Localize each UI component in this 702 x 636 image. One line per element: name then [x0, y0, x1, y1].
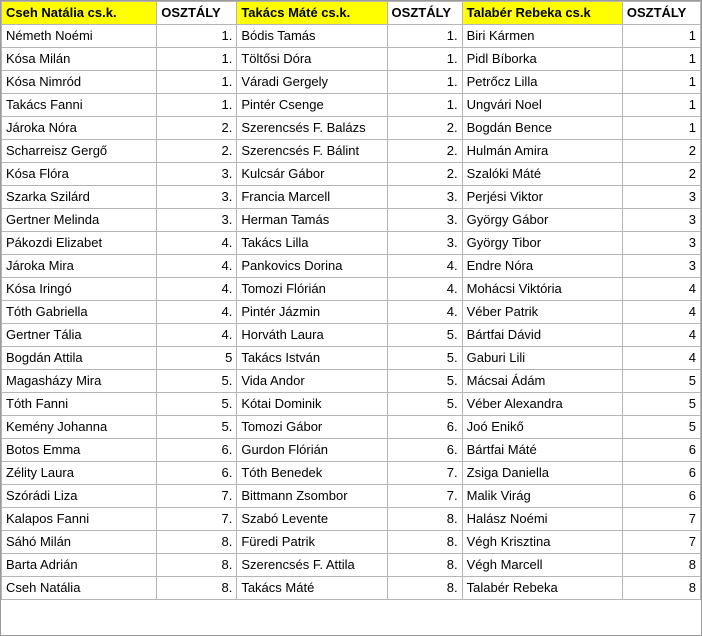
cell-group3-name[interactable]: Mácsai Ádám: [462, 370, 622, 393]
cell-group3-class[interactable]: 2: [622, 140, 700, 163]
cell-group2-class[interactable]: 1.: [387, 71, 462, 94]
cell-group1-name[interactable]: Magasházy Mira: [2, 370, 157, 393]
table-row: [2, 531, 701, 554]
cell-group2-name[interactable]: Takács István: [237, 347, 387, 370]
cell-group2-name[interactable]: Tóth Benedek: [237, 462, 387, 485]
cell-group1-name[interactable]: Kósa Flóra: [2, 163, 157, 186]
cell-group1-class[interactable]: 5.: [157, 393, 237, 416]
cell-group1-name[interactable]: Jároka Nóra: [2, 117, 157, 140]
table-row: [2, 25, 701, 48]
table-row: [2, 278, 701, 301]
cell-group2-class[interactable]: 8.: [387, 508, 462, 531]
cell-group2-class[interactable]: 4.: [387, 255, 462, 278]
cell-group3-name[interactable]: Véber Patrik: [462, 301, 622, 324]
cell-group3-class[interactable]: 3: [622, 255, 700, 278]
cell-group3-class[interactable]: 7: [622, 531, 700, 554]
cell-group3-class[interactable]: 3: [622, 186, 700, 209]
table-row: [2, 485, 701, 508]
cell-group1-class[interactable]: 2.: [157, 140, 237, 163]
cell-group1-class[interactable]: 8.: [157, 577, 237, 600]
table-row: [2, 117, 701, 140]
cell-group1-name[interactable]: Szórádi Liza: [2, 485, 157, 508]
cell-group1-name[interactable]: Cseh Natália: [2, 577, 157, 600]
cell-group1-name[interactable]: Takács Fanni: [2, 94, 157, 117]
cell-group2-name[interactable]: Szerencsés F. Balázs: [237, 117, 387, 140]
cell-group3-name[interactable]: Végh Krisztina: [462, 531, 622, 554]
cell-group1-name[interactable]: Bogdán Attila: [2, 347, 157, 370]
cell-group3-class[interactable]: 3: [622, 232, 700, 255]
header-row: [2, 2, 701, 25]
cell-group1-name[interactable]: Sáhó Milán: [2, 531, 157, 554]
cell-group2-name[interactable]: Takács Máté: [237, 577, 387, 600]
cell-group2-name[interactable]: Tomozi Flórián: [237, 278, 387, 301]
cell-group3-name[interactable]: Bártfai Máté: [462, 439, 622, 462]
cell-group2-name[interactable]: Szerencsés F. Bálint: [237, 140, 387, 163]
table-row: [2, 370, 701, 393]
cell-group2-name[interactable]: Pintér Csenge: [237, 94, 387, 117]
cell-group1-class[interactable]: 1.: [157, 25, 237, 48]
cell-group2-name[interactable]: Vida Andor: [237, 370, 387, 393]
cell-group3-name[interactable]: Joó Enikő: [462, 416, 622, 439]
cell-group1-class[interactable]: 7.: [157, 485, 237, 508]
table-row: [2, 439, 701, 462]
table-row: [2, 209, 701, 232]
cell-group2-name[interactable]: Pankovics Dorina: [237, 255, 387, 278]
cell-group2-name[interactable]: Töltősi Dóra: [237, 48, 387, 71]
cell-group2-class[interactable]: 3.: [387, 209, 462, 232]
cell-group3-name[interactable]: Mohácsi Viktória: [462, 278, 622, 301]
cell-group3-name[interactable]: Végh Marcell: [462, 554, 622, 577]
cell-group1-name[interactable]: Zélity Laura: [2, 462, 157, 485]
cell-group2-name[interactable]: Váradi Gergely: [237, 71, 387, 94]
cell-group2-class[interactable]: 4.: [387, 301, 462, 324]
cell-group3-class[interactable]: 4: [622, 278, 700, 301]
cell-group2-class[interactable]: 2.: [387, 140, 462, 163]
table-row: [2, 347, 701, 370]
cell-group3-class[interactable]: 5: [622, 370, 700, 393]
cell-group3-class[interactable]: 8: [622, 554, 700, 577]
cell-group2-class[interactable]: 8.: [387, 577, 462, 600]
cell-group2-class[interactable]: 6.: [387, 439, 462, 462]
cell-group1-class[interactable]: 1.: [157, 48, 237, 71]
cell-group3-name[interactable]: Ungvári Noel: [462, 94, 622, 117]
cell-group1-class[interactable]: 8.: [157, 531, 237, 554]
cell-group1-name[interactable]: Kósa Milán: [2, 48, 157, 71]
table-row: [2, 71, 701, 94]
cell-group2-class[interactable]: 5.: [387, 393, 462, 416]
cell-group1-class[interactable]: 8.: [157, 554, 237, 577]
cell-group1-class[interactable]: 1.: [157, 94, 237, 117]
cell-group2-name[interactable]: Francia Marcell: [237, 186, 387, 209]
cell-group1-class[interactable]: 1.: [157, 71, 237, 94]
cell-group2-name[interactable]: Takács Lilla: [237, 232, 387, 255]
cell-group3-name[interactable]: Bártfai Dávid: [462, 324, 622, 347]
cell-group1-class[interactable]: 5: [157, 347, 237, 370]
cell-group2-class[interactable]: 2.: [387, 117, 462, 140]
cell-group1-class[interactable]: 4.: [157, 301, 237, 324]
cell-group3-class[interactable]: 1: [622, 25, 700, 48]
cell-group2-class[interactable]: 1.: [387, 48, 462, 71]
cell-group3-class[interactable]: 1: [622, 48, 700, 71]
cell-group1-name[interactable]: Kósa Nimród: [2, 71, 157, 94]
cell-group2-class[interactable]: 8.: [387, 531, 462, 554]
cell-group2-class[interactable]: 1.: [387, 94, 462, 117]
groups-table: [1, 1, 701, 600]
cell-group3-name[interactable]: Bogdán Bence: [462, 117, 622, 140]
cell-group2-name[interactable]: Herman Tamás: [237, 209, 387, 232]
cell-group2-name[interactable]: Bódis Tamás: [237, 25, 387, 48]
table-row: [2, 186, 701, 209]
table-row: [2, 462, 701, 485]
cell-group2-name[interactable]: Füredi Patrik: [237, 531, 387, 554]
cell-group3-name[interactable]: György Tibor: [462, 232, 622, 255]
cell-group3-name[interactable]: Pidl Bíborka: [462, 48, 622, 71]
cell-group1-class[interactable]: 2.: [157, 117, 237, 140]
cell-group1-class[interactable]: 5.: [157, 370, 237, 393]
cell-group1-name[interactable]: Kalapos Fanni: [2, 508, 157, 531]
cell-group2-name[interactable]: Gurdon Flórián: [237, 439, 387, 462]
table-row: [2, 554, 701, 577]
cell-group1-name[interactable]: Barta Adrián: [2, 554, 157, 577]
cell-group3-class[interactable]: 1: [622, 94, 700, 117]
header-group1-class: OSZTÁLY: [157, 2, 237, 25]
cell-group1-name[interactable]: Tóth Fanni: [2, 393, 157, 416]
cell-group2-class[interactable]: 6.: [387, 416, 462, 439]
cell-group2-class[interactable]: 4.: [387, 278, 462, 301]
header-group2-class: OSZTÁLY: [387, 2, 462, 25]
cell-group3-class[interactable]: 4: [622, 301, 700, 324]
cell-group1-class[interactable]: 3.: [157, 209, 237, 232]
table-body: [2, 2, 701, 600]
cell-group3-name[interactable]: Malik Virág: [462, 485, 622, 508]
cell-group3-name[interactable]: Petrőcz Lilla: [462, 71, 622, 94]
cell-group2-class[interactable]: 5.: [387, 347, 462, 370]
cell-group2-class[interactable]: 2.: [387, 163, 462, 186]
cell-group2-name[interactable]: Horváth Laura: [237, 324, 387, 347]
cell-group1-name[interactable]: Kemény Johanna: [2, 416, 157, 439]
cell-group3-name[interactable]: Talabér Rebeka: [462, 577, 622, 600]
cell-group2-class[interactable]: 1.: [387, 25, 462, 48]
cell-group1-class[interactable]: 3.: [157, 163, 237, 186]
cell-group3-name[interactable]: Perjési Viktor: [462, 186, 622, 209]
cell-group1-name[interactable]: Pákozdi Elizabet: [2, 232, 157, 255]
cell-group3-class[interactable]: 6: [622, 485, 700, 508]
cell-group3-name[interactable]: György Gábor: [462, 209, 622, 232]
cell-group3-class[interactable]: 2: [622, 163, 700, 186]
table-row: [2, 508, 701, 531]
table-row: [2, 324, 701, 347]
table-row: [2, 94, 701, 117]
cell-group1-class[interactable]: 4.: [157, 278, 237, 301]
cell-group2-name[interactable]: Szerencsés F. Attila: [237, 554, 387, 577]
cell-group1-class[interactable]: 6.: [157, 462, 237, 485]
cell-group3-name[interactable]: Halász Noémi: [462, 508, 622, 531]
cell-group1-class[interactable]: 7.: [157, 508, 237, 531]
cell-group1-name[interactable]: Szarka Szilárd: [2, 186, 157, 209]
cell-group2-name[interactable]: Szabó Levente: [237, 508, 387, 531]
table-row: [2, 301, 701, 324]
cell-group3-class[interactable]: 6: [622, 462, 700, 485]
table-row: [2, 140, 701, 163]
cell-group2-class[interactable]: 5.: [387, 324, 462, 347]
cell-group3-name[interactable]: Zsiga Daniella: [462, 462, 622, 485]
cell-group3-class[interactable]: 7: [622, 508, 700, 531]
cell-group3-class[interactable]: 6: [622, 439, 700, 462]
table-row: [2, 393, 701, 416]
cell-group3-class[interactable]: 3: [622, 209, 700, 232]
header-group3-name: Talabér Rebeka cs.k: [462, 2, 622, 25]
cell-group3-name[interactable]: Szalóki Máté: [462, 163, 622, 186]
table-row: [2, 232, 701, 255]
table-row: [2, 163, 701, 186]
cell-group1-class[interactable]: 6.: [157, 439, 237, 462]
cell-group1-name[interactable]: Kósa Iringó: [2, 278, 157, 301]
cell-group2-name[interactable]: Tomozi Gábor: [237, 416, 387, 439]
table-row: [2, 416, 701, 439]
cell-group3-name[interactable]: Hulmán Amira: [462, 140, 622, 163]
table-row: [2, 577, 701, 600]
header-group2-name: Takács Máté cs.k.: [237, 2, 387, 25]
cell-group2-class[interactable]: 5.: [387, 370, 462, 393]
cell-group1-name[interactable]: Scharreisz Gergő: [2, 140, 157, 163]
cell-group3-class[interactable]: 1: [622, 71, 700, 94]
cell-group3-name[interactable]: Endre Nóra: [462, 255, 622, 278]
cell-group1-class[interactable]: 3.: [157, 186, 237, 209]
cell-group1-name[interactable]: Tóth Gabriella: [2, 301, 157, 324]
cell-group1-name[interactable]: Németh Noémi: [2, 25, 157, 48]
table-row: [2, 48, 701, 71]
cell-group2-name[interactable]: Pintér Jázmin: [237, 301, 387, 324]
cell-group3-class[interactable]: 5: [622, 393, 700, 416]
cell-group3-class[interactable]: 4: [622, 347, 700, 370]
table-row: [2, 255, 701, 278]
cell-group2-class[interactable]: 7.: [387, 462, 462, 485]
cell-group2-class[interactable]: 7.: [387, 485, 462, 508]
cell-group3-class[interactable]: 8: [622, 577, 700, 600]
cell-group2-name[interactable]: Kulcsár Gábor: [237, 163, 387, 186]
header-group1-name: Cseh Natália cs.k.: [2, 2, 157, 25]
cell-group2-class[interactable]: 3.: [387, 186, 462, 209]
header-group3-class: OSZTÁLY: [622, 2, 700, 25]
cell-group3-class[interactable]: 4: [622, 324, 700, 347]
cell-group3-name[interactable]: Biri Kármen: [462, 25, 622, 48]
cell-group1-name[interactable]: Jároka Mira: [2, 255, 157, 278]
cell-group2-name[interactable]: Bittmann Zsombor: [237, 485, 387, 508]
cell-group1-class[interactable]: 5.: [157, 416, 237, 439]
cell-group1-class[interactable]: 4.: [157, 255, 237, 278]
cell-group3-name[interactable]: Gaburi Lili: [462, 347, 622, 370]
cell-group1-name[interactable]: Gertner Tália: [2, 324, 157, 347]
cell-group3-class[interactable]: 5: [622, 416, 700, 439]
cell-group1-name[interactable]: Gertner Melinda: [2, 209, 157, 232]
cell-group1-name[interactable]: Botos Emma: [2, 439, 157, 462]
cell-group1-class[interactable]: 4.: [157, 232, 237, 255]
cell-group2-class[interactable]: 3.: [387, 232, 462, 255]
cell-group2-name[interactable]: Kótai Dominik: [237, 393, 387, 416]
cell-group3-class[interactable]: 1: [622, 117, 700, 140]
cell-group2-class[interactable]: 8.: [387, 554, 462, 577]
cell-group1-class[interactable]: 4.: [157, 324, 237, 347]
cell-group3-name[interactable]: Véber Alexandra: [462, 393, 622, 416]
